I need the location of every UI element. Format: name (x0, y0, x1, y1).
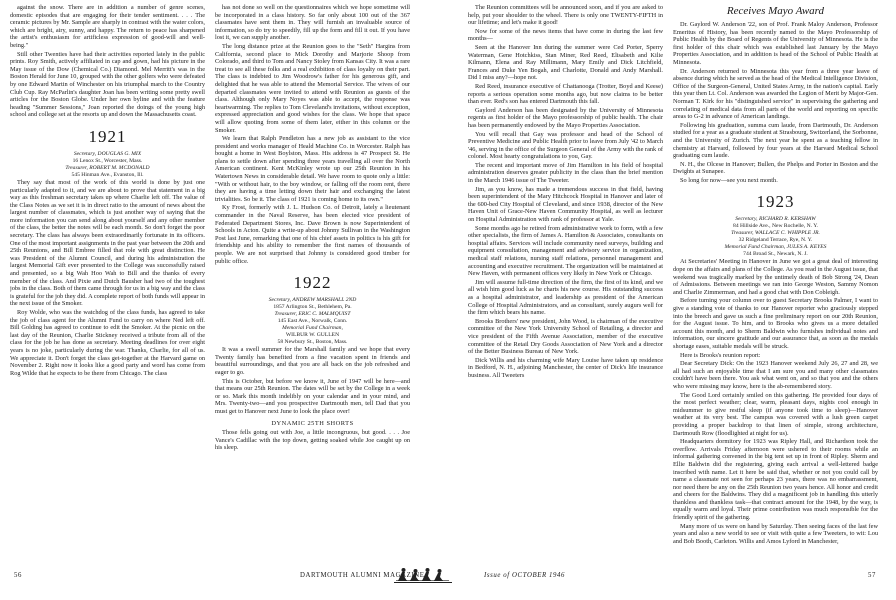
officer-line: 58 Newbury St., Boston, Mass. (277, 339, 348, 346)
page56-column-right (215, 4, 410, 560)
paragraph: It was a swell summer for the Marshall family and we hope that every Twenty family has benefited from a fine vacation spent in friends and beautiful surroundings, and that you are all back on the job refreshed and eager to go. (215, 346, 410, 376)
paragraph: We learn that Ralph Pendleton has a new job as assistant to the vice president and works manager of Heald Machine Co. in Worcester. Ralph has bought a home in West Boylston, Mass. His address is 47 Prospect St. He plans to settle down after spending three years travelling all over the North American continent. Kent McKinley wrote up our 25th Reunion in his Watertown News in considerable detail. We have room to quote only a little: "With or without hair, to the boy window, or falling off the room rent, there they are having a time letting down their hair and exchanging the latest trivialities. So be it. The class of 1921 is coming home to its own." (215, 135, 410, 203)
page57-column-left (468, 4, 663, 560)
article-title: Receives Mayo Award (726, 5, 825, 17)
paragraph: So long for now—see you next month. (680, 176, 778, 184)
issue-label: Issue of OCTOBER 1946 (484, 572, 566, 579)
paragraph: They say that most of the work of this world is done by just one particularly adapted to it, and we are about to prove that statement in a big way as this freshman secretary takes up where Charlie left off. The value of the Class Notes as we set it is in direct ratio to the amount of news about the largest number of classmates, which is just another way of saying that the more information you can send along about yourself and any other member of the class, the better the notes will be each month. So don't forget the poor secretary. The class has always been extraordinarily fortunate in its officers. One of the most important assignments in the past year between the 20th and 25th Reunions, and Bill Embree filled that role with great distinction. He was President of the Alumni Council, and during his administration the largest Memorial Gift ever presented to the College was successfully raised and presented, so a big Wah Hoo Wah to Bill and the thanks of every member of the class. And Pixie and Dutch Bausher had two of the toughest jobs in the class. Both of them came through for us in a big way and the class is grateful for the job they did. A complete report of both funds will appear in the next issue of the Smoker. (10, 178, 205, 308)
paragraph: Jim will assume full-time direction of the firm, the first of its kind, and we all wish him good luck as he charts his new course. His outstanding success as a hospital administrator, and leadership as president of the American College of Hospital Administrators, and as consultant, surely augurs well for the firm which bears his name. (468, 278, 663, 317)
page56-column-left (10, 4, 205, 560)
paragraph: Dear Secretary Dick: On the 1923 Hanover weekend July 26, 27 and 28, we all had such an enjoyable time that I am sure you and many other classmates couldn't have been there. You ask what went on, and so that you and the others who were missing may know, here is the ab-remembered story. (673, 360, 878, 390)
paragraph: You will recall that Gay was professor and head of the School of Preventive Medicine and Public Health prior to leave from July '42 to March '46, serving in the office of the Surgeon General of the Army with the rank of colonel. Most hearty congratulations to you, Gay. (468, 130, 663, 161)
section-subheading: DYNAMIC 25TH SHORTS (271, 419, 354, 427)
officer-line: Secretary, DOUGLAS G. MIX (73, 150, 142, 157)
paragraph: Dick Willis and his charming wife Mary Louise have taken up residence in Bedford, N. H., adjoining Manchester, the center of Dick's life insurance business. All Tweeters (468, 356, 663, 379)
officer-line: Memorial Fund Chairman, JULES A. KEYES (724, 244, 827, 251)
class-officers (10, 151, 205, 179)
paragraph: Many more of us were on hand by Saturday. Then seeing faces of the last few years and also a new world to see or visit with quite a few Tweeters, to wit: Lou and Bob Booth, Carleton. Willis and Amos Lyford in Manchester, (673, 522, 878, 545)
paragraph: Seen at the Hanover Inn during the summer were Ced Porter, Sperry Waterman, Gene Hotchkiss, Stan Miner, Red Reed, Elisabeth and Kilie Kilmann, Elena and Ray Millimann, Mary Emily and Dick Litchfield, Frances and Duke Yen Bogah, and Charlotte, Donald and Andy Marshall. Did I miss any?—hope not. (468, 43, 663, 82)
paragraph: Headquarters dormitory for 1923 was Ripley Hall, and Richardson took the overflow. Arrivals Friday afternoon were ushered to their rooms while an informal gathering convened in the big tent set up in front of Ripley. Sherm and Ellie Baldwin did the registering, giving each arrival a well-lettered badge inscribed with name. Let it here be said that, whether or not you could call by name a classmate not seen for perhaps 23 years, there was no embarrassment, nor need there be any on the 25th Reunion two years hence. All honor and credit and cheers for the Baldwins. They did a magnificent job in handling this utterly thankless and thankless task—that contract amount for the 1948, by the way, is equally warm and loyal. Their prime contribution was much responsible for the friendly spirit of the gathering. (673, 438, 878, 522)
paragraph: The Reunion committees will be announced soon, and if you are asked to help, put your shoulder to the wheel. There is only one TWENTY-FIFTH in our lifetime; and let's make it good! (468, 4, 663, 27)
paragraph: Still other Twenties have had their activities reported lately in the public prints. Roy Smith, actively affiliated in cap and gown, had his picture in the May issue of the Dow (Chemical Co.) Diamond. Mel Merritt's was in the Boston Herald for June 10, grouped with the other golfers who were defeated by one Edward Martin of Winchester on his triumphal march to the Country Club Cup. Ray McParlin's daughter Joan has been writing some pretty swell articles for the Boston Globe. Under her own byline and with the feature heading "Summer Sessions," Joan reported the doings of the young high school and college set at the resorts up and down the Massachusetts coast. (10, 50, 205, 119)
page57-column-right (673, 4, 878, 560)
paragraph: Roy Wolde, who was the watchdog of the class funds, has agreed to take the job of class agent for the Alumni Fund to carry on where Ned left off. Bill Golding has agreed to continue to edit the Smoker. At the picnic on the last day of the Reunion, Charlie Stickney received a tribute from all of the class for the job he has done as secretary. Meeting deadlines for over eight years is no joke, particularly during the war. Thanks, Charlie, for all of us. We appreciate it. Don't forget the class get-together at the Harvard game on November 2. Right now it looks like a good party and word has come from Rog Wilde that he expects to be there from Chicago. The class (10, 309, 205, 377)
class-year: 1921 (88, 126, 127, 146)
paragraph: This is October, but before we know it, June of 1947 will be here—and that means our 25th Reunion. The dates will be set by the College in a week or so. Mark this month indelibly on your calendar and in your mind, and Mrs. Twenty-two—and you prospective Dartmouth men, tell Dad that you must get to Hanover next June to look the place over! (215, 377, 410, 415)
paragraph: against the snow. There are in addition a number of genre scenes, domestic episodes that are engaging for their tender sentiment. . . . The ceramic pictures by Mr. Sample are sharply in contrast with the water colors, which are bright, airy, sunny, and happy. The return to peace has sharpened the artist's enthusiasm for artificless expression of good-will and well-being." (10, 4, 205, 49)
class-heading-1922 (215, 273, 410, 293)
class-officers (673, 216, 878, 258)
paragraph: Red Reed, insurance executive of Chattanooga (Trotter, Boyd and Keese) reports a serious operation some months ago, but now claims to be better than ever. Red's son has entered Dartmouth this fall. (468, 82, 663, 106)
paragraph: Brooks Brothers' new president, John Wood, is chairman of the executive committee of the New York University School of Retailing, a director and vice president of the Fifth Avenue Association, member of the executive committee of the Retail Dry Goods Association of New York and a director of the Better Business Bureau of New York. (468, 317, 663, 356)
paragraph: The recent and important move of Jim Hamilton in his field of hospital administration deserves greater publicity in the class than the brief mention in the March 1946 issue of The Tweeter. (468, 161, 663, 185)
page-number-right: 57 (868, 572, 876, 579)
paragraph: Before turning your column over to guest Secretary Brooks Palmer, I want to give a standing vote of thanks to our Hanover reporter who graciously stepped into the breech and gave us such a fine preliminary report on our 20th Reunion, for the August issue. To him, and to Brooks who gives us a more detailed account this month, and to Sherm Baldwin who furnishes individual notes and information, our sincere gratitude and our assurance that, as soon as the medals shortage eases, suitable medals will be struck. (673, 297, 878, 350)
officer-line: Treasurer, ERIC C. MALMQUIST (274, 311, 351, 318)
officer-line: Treasurer, WALLACE C. WHIPPLE JR. (731, 230, 820, 237)
paragraph: Gaylord Anderson has been designated by the University of Minnesota regents as first holder of the Mayo professorship of public health. The chair has been permanently endowed by the Mayo Properties Association. (468, 106, 663, 129)
magazine-name: DARTMOUTH ALUMNI MAGAZINE (300, 572, 425, 579)
officer-line: Treasurer, ROBERT M. MCDONALD (65, 164, 150, 171)
class-heading-1923 (673, 192, 878, 212)
paragraph: Those fells going out with Joe, a little incongruous, but good. . . . Joe Vance's Cadillac with the top down, getting soaked while Joe caught up on his sleep. (215, 429, 410, 452)
officer-line: Secretary, RICHARD R. KERSHAW (735, 216, 816, 223)
officer-line: 16 Lenox St., Worcester, Mass. (72, 157, 143, 164)
class-year: 1922 (293, 273, 332, 293)
officer-line: 145 East Ave., Norwalk, Conn. (277, 318, 348, 325)
officer-line: 1857 Arlington St., Bethlehem, Pa. (273, 304, 352, 311)
page-number-left: 56 (14, 572, 22, 579)
paragraph: Some months ago he retired from administrative work to form, with a few other specialists, the firm of James A. Hamilton & Associates, consultants on hospital affairs. Services will include community need surveys, building and equipment consultation, management and advisory service in organization, medical staff relations, nursing staff relations, personnel management and accounting and executive recruitment. The organization will be maintained at New Haven, with permanent offices very likely in New York or Chicago. (468, 224, 663, 278)
paragraph: N. H., the Olcese in Hanover; Bullen, the Phelps and Porter in Boston and the Dwights at Sunapee. (673, 160, 878, 176)
officer-line: 32 Ridgeland Terrace, Rye, N. Y. (738, 237, 813, 244)
paragraph: Here is Brooks's reunion report: (680, 351, 761, 359)
officer-line: 545 Hinman Ave., Evanston, Ill. (71, 171, 144, 178)
paragraph: Now for some of the news items that have come in during the last few months— (468, 27, 663, 43)
officer-line: 84 Hillside Ave., New Rochelle, N. Y. (733, 223, 818, 230)
paragraph: Jim, as you know, has made a tremendous success in that field, having been superintendent of the Mary Hitchcock Hospital in Hanover and later of the 600-bed City Hospital of Cleveland, and since 1938, director of the New Haven Unit of Grace-New Haven Community Hospital, as well as lecturer on Hospital Administration with rank of professor at Yale. (468, 185, 663, 224)
paragraph: Dr. Gaylord W. Anderson '22, son of Prof. Frank Maloy Anderson, Professor Emeritus of History, has been recently named to the Mayo Professorship of Public Health by the Board of Regents of the University of Minnesota. He is the first holder of this chair which was established last January by the Mayo Properties Association, and in addition is head of the School of Public Health at Minnesota. (673, 21, 878, 66)
class-year: 1923 (756, 192, 795, 212)
officer-line: WILBUR W. GULLEN (285, 332, 340, 339)
officer-line: Secretary, ANDREW MARSHALL 2ND (268, 297, 357, 304)
paragraph: The Good Lord certainly smiled on this gathering. He provided four days of the most perfect weather; clear, warm, pleasant days, nights cool enough in midsummer to give restful sleep (if anyone took time to sleep)—Hanover weather at its very best. The campus was covered with a lush green carpet providing a proper backdrop to that linen of simple, strong architecture, Dartmouth Row (floodlighted at night for us). (673, 391, 878, 437)
paragraph: Ky Frost, formerly with J. L. Hudson Co. of Detroit, lately a lieutenant commander in the Naval Reserve, has been elected vice president of Federated Department Stores, Inc. Dave Brown is now Superintendent of Schools in Acton. Quite a write-up about Johnny Sullivan in the Washington Post last June, remarking that one of his chief assets in politics is his gift for friendship and his ability to remember the first names of thousands of people. We are not surprised that Johnny is considered good timber for public office. (215, 204, 410, 265)
paragraph: At Secretaries' Meeting in Hanover in June we got a great deal of interesting dope on the affairs and plans of the College. As you read in the August issue, that weekend was tragically marked by the untimely death of Bob Strong '24, Dean of Admissions. Between meetings we ran into George Weston, Sammy Nomon and Charlie Zimmerman, and had a good chat with Don Cobleigh. (673, 258, 878, 296)
paragraph: The long distance prize at the Reunion goes to the "Seth" Hargins from California, second place to Mick Dorothy and Marjorie Shoop from Colorado, and third to Tom and Nancy Stoley from Kansas City. It was a rare treat to see all these folks and a real exhibition of class loyalty on their part. The class is indebted to Jim Woodrow's father for his generous gift, and delighted that he was able to attend the Memorial Service. The wives of our departed classmates were invited to attend with Reunion as guests of the class. Although only Mary Noyes was able to accept, the response was heartwarming. The replies to Tom Cleveland's invitations, without exception, expressed appreciation and good wishes for the class. We hope that space will allow quoting from some of them later, either in this column or the Smoker. (215, 42, 410, 134)
paragraph: Dr. Anderson returned to Minnesota this year from a three year leave of absence during which he served as the head of the Medical Intelligence Division, Office of the Surgeon-General, United States Army, in the nation's capital. Early this year then Lt. Col. Anderson was awarded the Legion of Merit by Major-Gen. Norman T. Kirk for his "distinguished service" in supervising the gathering and correlating of medical data from all parts of the world and reporting on specific areas to G-2 in advance of American landings. (673, 67, 878, 121)
officer-line: 744 Broad St., Newark, N. J. (743, 251, 808, 258)
class-heading-1921 (10, 127, 205, 147)
class-officers (215, 297, 410, 346)
officer-line: Memorial Fund Chairman, (282, 325, 343, 332)
paragraph: has not done so well on the questionnaires which we hope sometime will be incorporated in a class history. So far only about 100 out of the 367 classmates have sent them in. They will furnish an invaluable source of information, so do try to speedily, fill up the form and fill it out. If you have lost it, we can supply another. (215, 4, 410, 42)
paragraph: Following his graduation, summa cum laude, from Dartmouth, Dr. Anderson studied for a year as a graduate student at Strasbourg, Switzerland, the Sorbonne, and the University of Zurich. The next year he spent as a teaching fellow in chemistry at Harvard, followed by four years at the Harvard Medical School graduating cum laude. (673, 121, 878, 160)
